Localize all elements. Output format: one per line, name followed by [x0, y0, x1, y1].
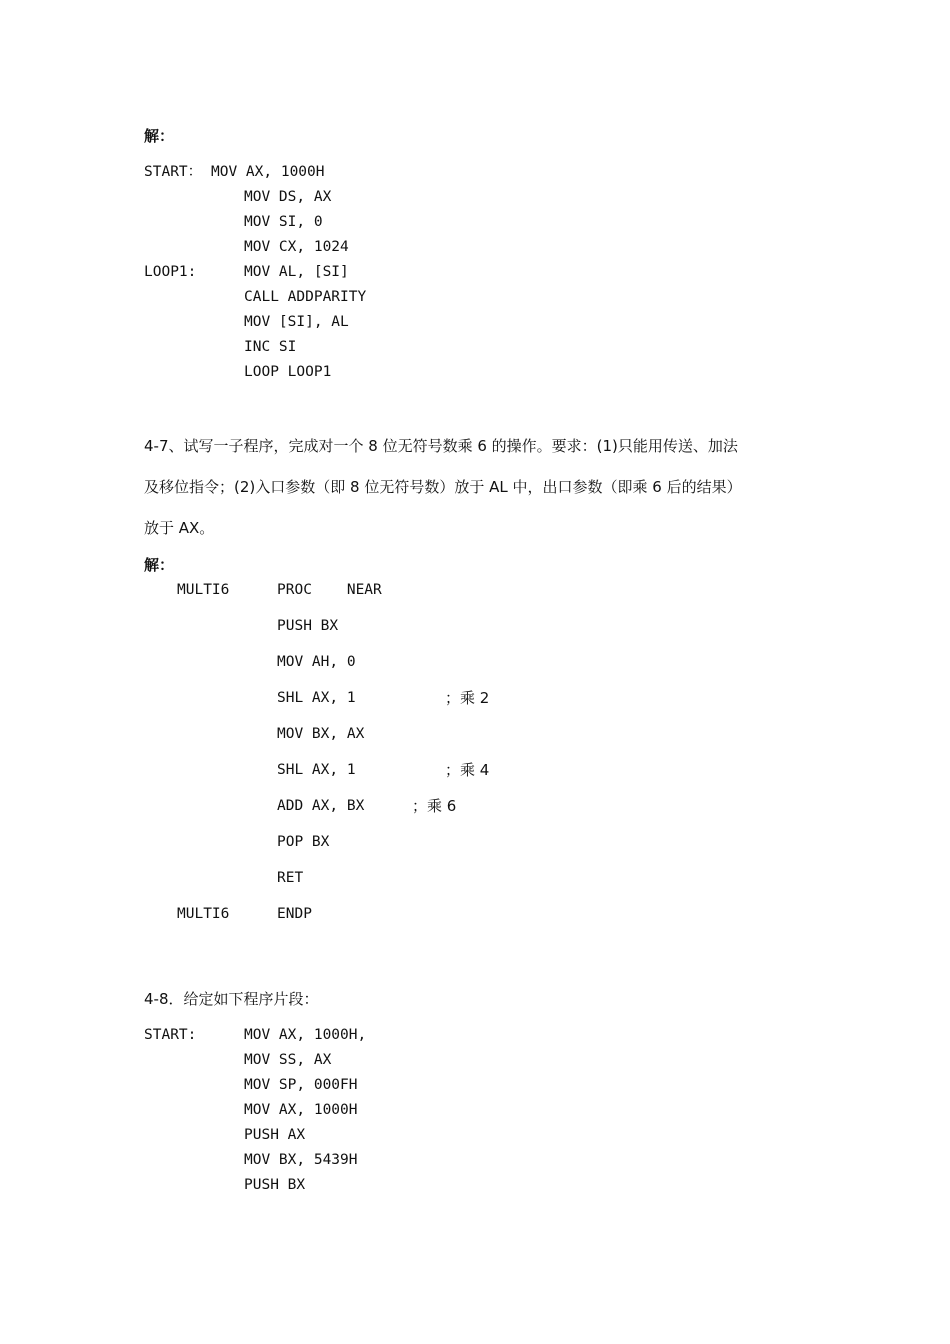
- code-line: MOV BX, 5439H: [244, 1152, 358, 1168]
- code-line: MOV SI, 0: [244, 214, 323, 230]
- code-line: MOV BX, AX: [277, 726, 365, 742]
- code-line: POP BX: [277, 834, 330, 850]
- code-line: INC SI: [244, 339, 297, 355]
- code-label: START：: [144, 164, 203, 180]
- code-comment: ；乘 4: [445, 761, 490, 779]
- code-line: PUSH BX: [244, 1177, 306, 1193]
- code-line: MOV AX, 1000H,: [244, 1027, 367, 1043]
- answer-label: 解：: [144, 127, 175, 145]
- code-line: MOV [SI], AL: [244, 314, 349, 330]
- code-line: MOV DS, AX: [244, 189, 332, 205]
- code-line: ADD AX, BX: [277, 798, 365, 814]
- code-line: MOV SP, 000FH: [244, 1077, 358, 1093]
- code-comment: ；乘 6: [412, 797, 457, 815]
- code-label: START:: [144, 1027, 197, 1043]
- code-label: MULTI6: [177, 582, 230, 598]
- code-line: MOV SS, AX: [244, 1052, 332, 1068]
- code-line: MOV AL, [SI]: [244, 264, 349, 280]
- code-line: ENDP: [277, 906, 312, 922]
- code-line: MOV AH, 0: [277, 654, 356, 670]
- answer-label: 解：: [144, 556, 175, 574]
- code-comment: ；乘 2: [445, 689, 490, 707]
- question-4-8: 4-8．给定如下程序片段：: [144, 990, 319, 1008]
- code-line: PROC NEAR: [277, 582, 382, 598]
- code-line: MOV AX, 1000H: [244, 1102, 358, 1118]
- code-line: SHL AX, 1: [277, 762, 356, 778]
- code-line: SHL AX, 1: [277, 690, 356, 706]
- code-line: LOOP LOOP1: [244, 364, 332, 380]
- question-4-7-line-1: 4-7、试写一子程序，完成对一个 8 位无符号数乘 6 的操作。要求：(1)只能用传送、加法: [144, 437, 738, 455]
- question-4-7-line-2: 及移位指令；(2)入口参数（即 8 位无符号数）放于 AL 中，出口参数（即乘 6 后的结果）: [144, 478, 742, 496]
- code-line: PUSH AX: [244, 1127, 306, 1143]
- code-line: MOV CX, 1024: [244, 239, 349, 255]
- code-line: MOV AX, 1000H: [211, 164, 325, 180]
- code-label: MULTI6: [177, 906, 230, 922]
- code-line: CALL ADDPARITY: [244, 289, 367, 305]
- code-label: LOOP1:: [144, 264, 197, 280]
- question-4-7-line-3: 放于 AX。: [144, 519, 215, 537]
- code-line: PUSH BX: [277, 618, 339, 634]
- code-line: RET: [277, 870, 304, 886]
